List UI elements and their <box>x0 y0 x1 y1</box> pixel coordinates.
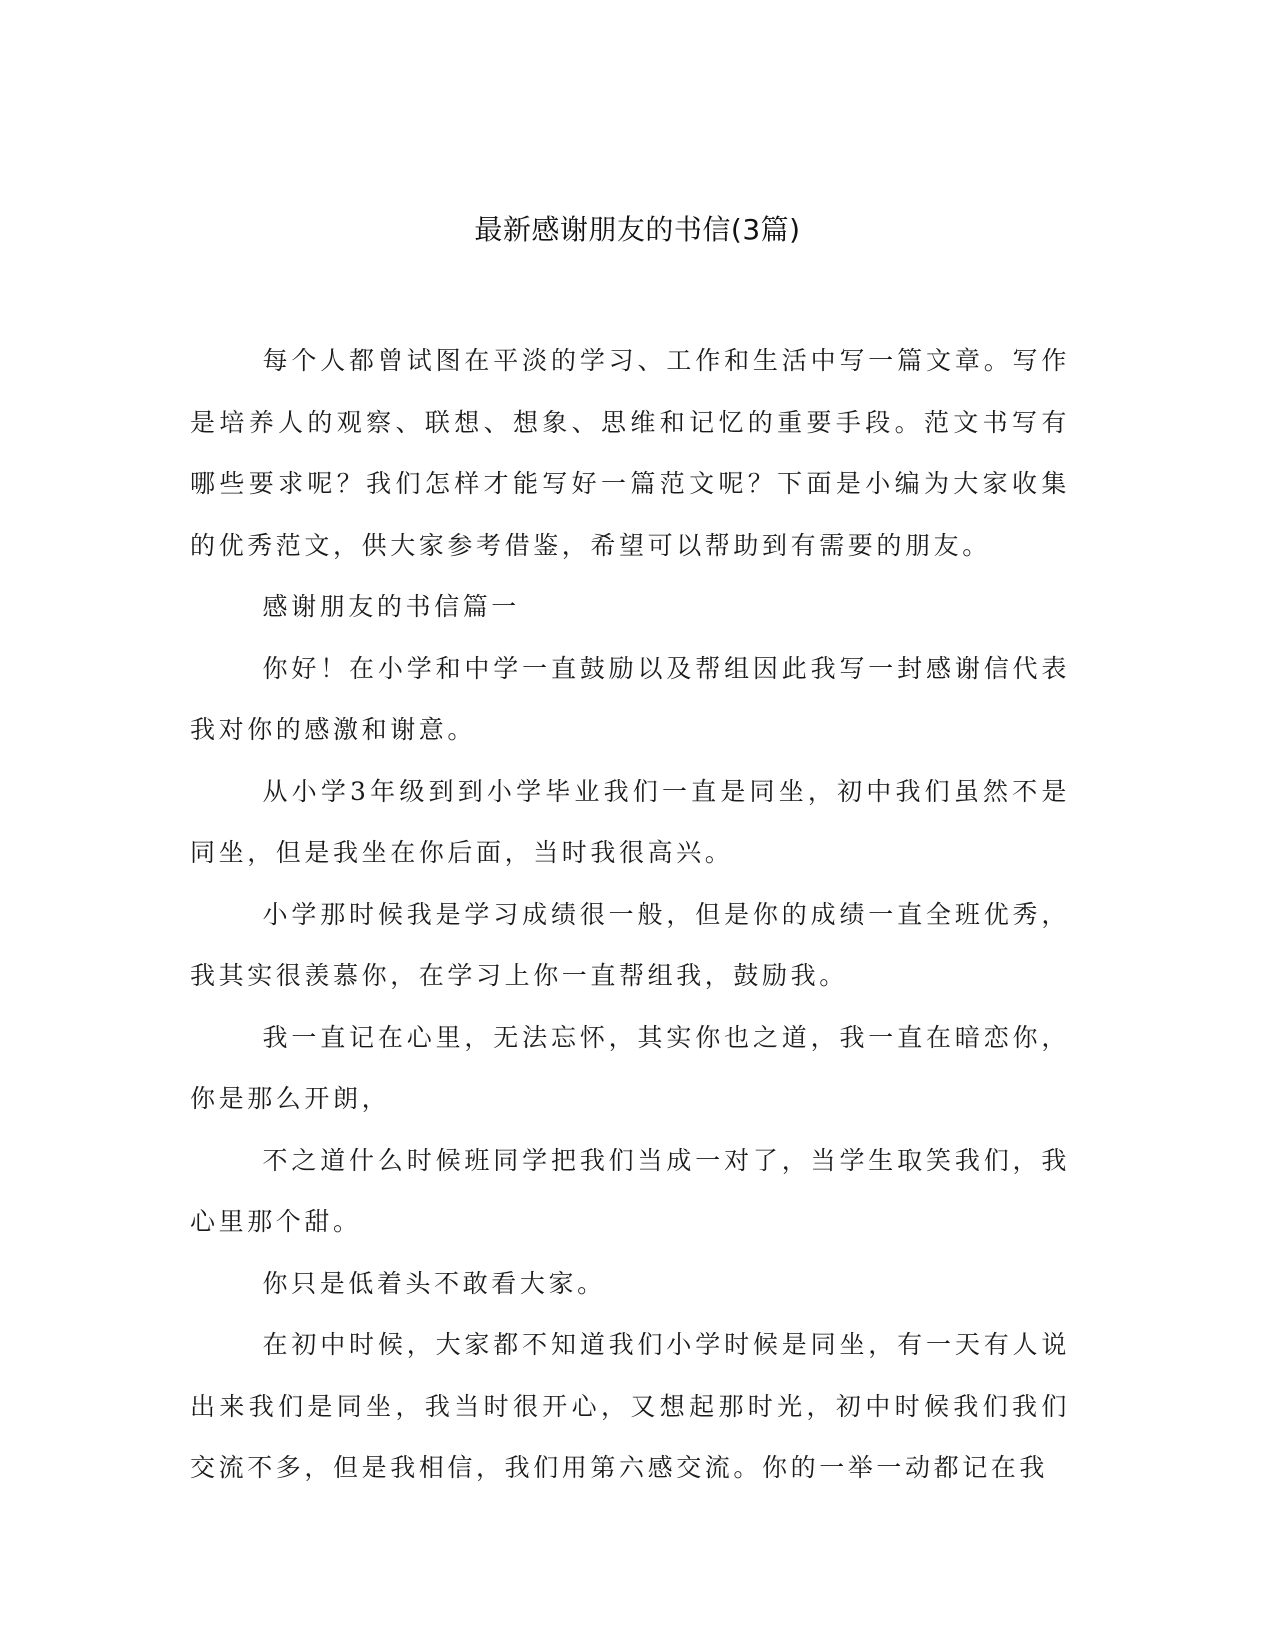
document-body <box>190 330 1070 1499</box>
paragraph: 你只是低着头不敢看大家。 <box>262 1268 606 1298</box>
section-heading: 感谢朋友的书信篇一 <box>262 592 520 621</box>
paragraph: 在初中时候，大家都不知道我们小学时候是同坐，有一天有人说出来我们是同坐，我当时很开心，又想起那时光，初中时候我们我们交流不多，但是我相信，我们用第六感交流。你的一举一动都记在我 <box>190 1330 1070 1482</box>
paragraph: 小学那时候我是学习成绩很一般，但是你的成绩一直全班优秀，我其实很羡慕你，在学习上你一直帮组我，鼓励我。 <box>190 899 1070 990</box>
paragraph: 我一直记在心里，无法忘怀，其实你也之道，我一直在暗恋你，你是那么开朗， <box>190 1022 1070 1113</box>
paragraph: 不之道什么时候班同学把我们当成一对了，当学生取笑我们，我心里那个甜。 <box>190 1145 1070 1236</box>
paragraph: 从小学3年级到到小学毕业我们一直是同坐，初中我们虽然不是同坐，但是我坐在你后面，当时我很高兴。 <box>190 776 1070 867</box>
paragraph-intro: 每个人都曾试图在平淡的学习、工作和生活中写一篇文章。写作是培养人的观察、联想、想象、思维和记忆的重要手段。范文书写有哪些要求呢？我们怎样才能写好一篇范文呢？下面是小编为大家收集的优秀范文，供大家参考借鉴，希望可以帮助到有需要的朋友。 <box>190 346 1070 560</box>
paragraph: 你好！在小学和中学一直鼓励以及帮组因此我写一封感谢信代表我对你的感激和谢意。 <box>190 653 1070 744</box>
document-title: 最新感谢朋友的书信(3篇) <box>474 213 801 246</box>
